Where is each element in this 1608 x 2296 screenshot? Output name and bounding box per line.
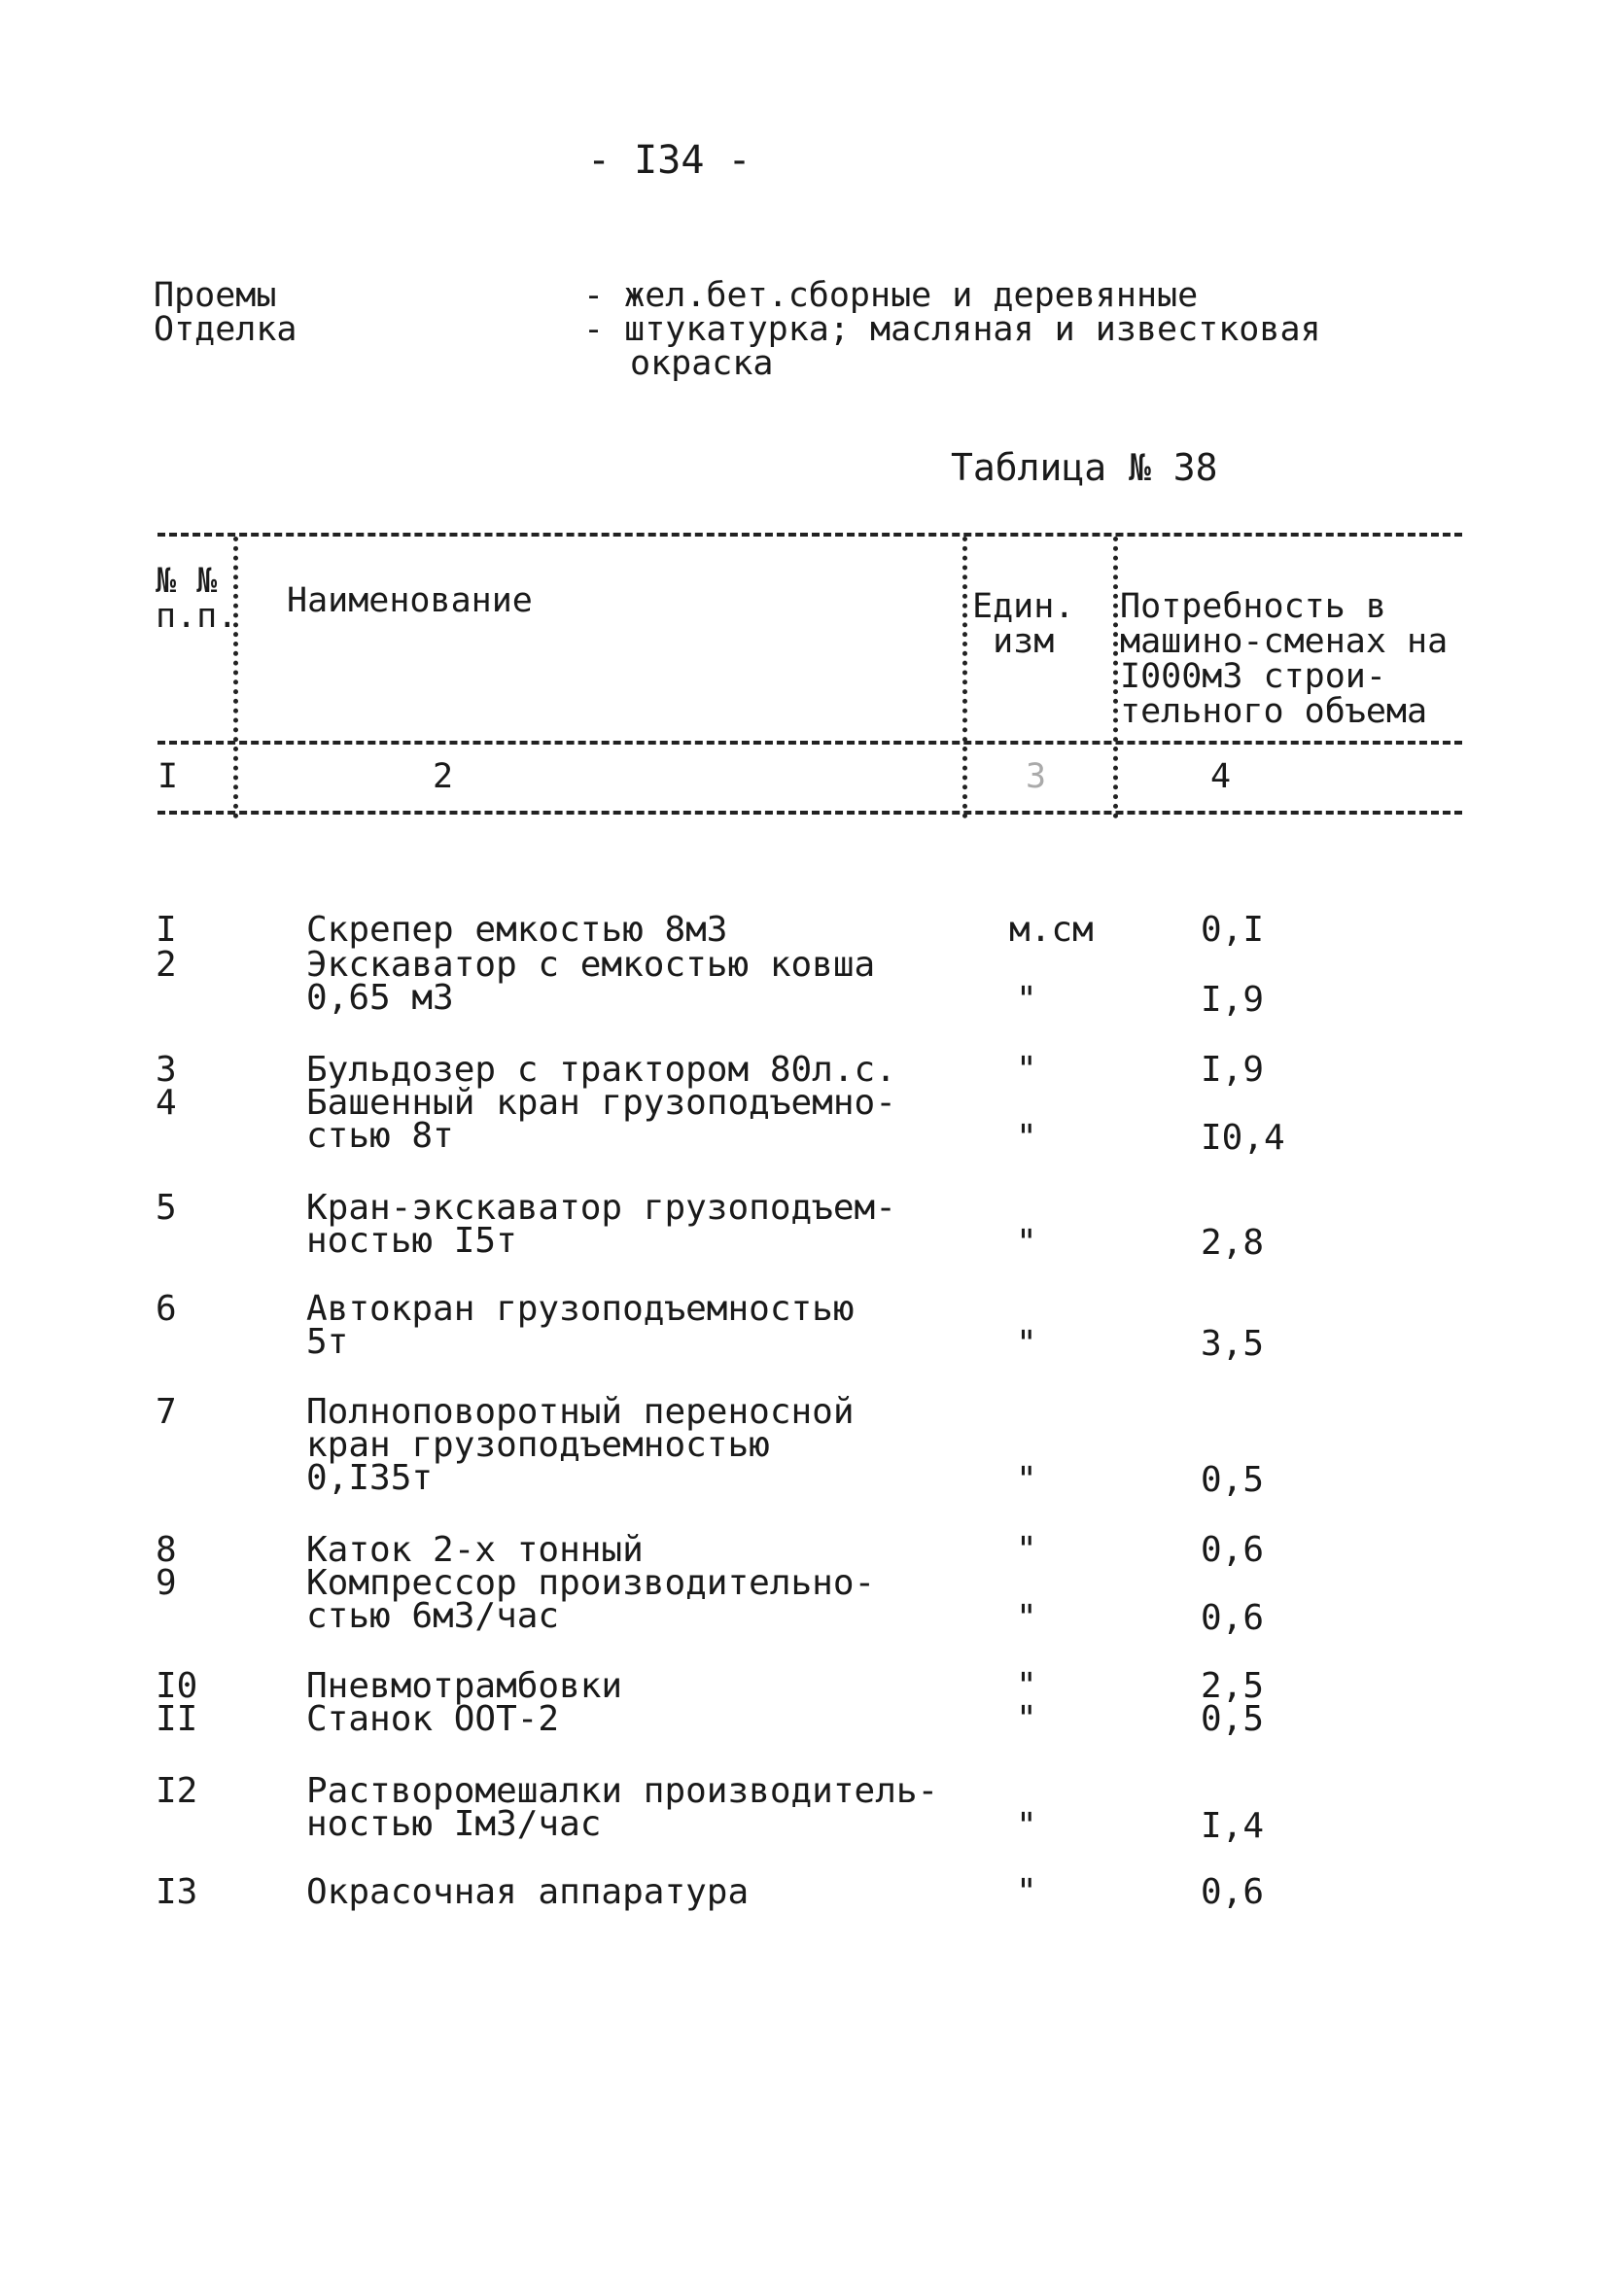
header-bottom-rule xyxy=(157,741,1462,745)
row-value: I,4 xyxy=(1201,1806,1265,1846)
row-unit: м.см xyxy=(1009,910,1094,950)
row-value: 2,8 xyxy=(1201,1223,1265,1263)
finish-value-line-1: - штукатурка; масляная и известковая xyxy=(583,310,1321,349)
header-unit: Един. изм xyxy=(972,587,1075,661)
column-separator-2 xyxy=(962,537,967,818)
row-name: Станок ООТ-2 xyxy=(306,1699,560,1739)
row-unit: " xyxy=(1016,1050,1037,1090)
row-value: 0,5 xyxy=(1201,1699,1265,1739)
row-number: 8 xyxy=(156,1530,177,1570)
row-name: Бульдозер с трактором 80л.с. xyxy=(306,1050,896,1090)
row-number: 4 xyxy=(156,1083,177,1123)
row-number: 6 xyxy=(156,1289,177,1329)
row-name: Автокран грузоподъемностью 5т xyxy=(306,1289,855,1362)
row-number: I2 xyxy=(156,1771,198,1811)
row-name: Окрасочная аппаратура xyxy=(306,1872,750,1912)
row-name: Скрепер емкостью 8м3 xyxy=(306,910,728,950)
column-number-3: 3 xyxy=(1026,757,1047,796)
finish-label: Отделка xyxy=(154,310,297,349)
column-number-2: 2 xyxy=(433,757,454,796)
row-name: Башенный кран грузоподъемно- стью 8т xyxy=(306,1083,896,1156)
row-number: I0 xyxy=(156,1666,198,1706)
row-unit: " xyxy=(1016,1460,1037,1500)
table-caption: Таблица № 38 xyxy=(951,446,1218,489)
column-number-1: I xyxy=(157,757,179,796)
row-value: 0,6 xyxy=(1201,1872,1265,1912)
row-unit: " xyxy=(1016,1598,1037,1638)
row-unit: " xyxy=(1016,1806,1037,1846)
row-value: 0,6 xyxy=(1201,1598,1265,1638)
header-demand: Потребность в машино-сменах на I000м3 строи- тельного объема xyxy=(1120,587,1449,731)
row-unit: " xyxy=(1016,1223,1037,1263)
row-number: 5 xyxy=(156,1188,177,1228)
openings-value: - жел.бет.сборные и деревянные xyxy=(583,276,1199,315)
row-number: I xyxy=(156,910,177,950)
row-name: Полноповоротный переносной кран грузоподъемностью 0,I35т xyxy=(306,1392,855,1498)
row-value: 3,5 xyxy=(1201,1324,1265,1364)
row-value: I,9 xyxy=(1201,980,1265,1020)
row-name: Каток 2-х тонный xyxy=(306,1530,644,1570)
row-value: 0,I xyxy=(1201,910,1265,950)
header-name: Наименование xyxy=(287,581,533,620)
table-top-rule xyxy=(157,533,1462,537)
row-name: Пневмотрамбовки xyxy=(306,1666,623,1706)
row-number: 3 xyxy=(156,1050,177,1090)
finish-value-line-2: окраска xyxy=(630,344,774,383)
row-value: 0,6 xyxy=(1201,1530,1265,1570)
row-unit: " xyxy=(1016,1530,1037,1570)
row-number: 7 xyxy=(156,1392,177,1432)
row-name: Кран-экскаватор грузоподъем- ностью I5т xyxy=(306,1188,896,1261)
column-separator-3 xyxy=(1113,537,1118,818)
openings-label: Проемы xyxy=(154,276,277,315)
row-unit: " xyxy=(1016,1699,1037,1739)
colnum-bottom-rule xyxy=(157,811,1462,815)
column-number-4: 4 xyxy=(1210,757,1232,796)
row-name: Экскаватор с емкостью ковша 0,65 м3 xyxy=(306,945,876,1018)
row-value: I,9 xyxy=(1201,1050,1265,1090)
row-unit: " xyxy=(1016,1324,1037,1364)
row-number: I3 xyxy=(156,1872,198,1912)
header-number: № № п.п. xyxy=(156,562,238,636)
row-name: Компрессор производительно- стью 6м3/час xyxy=(306,1563,876,1636)
page-number: - I34 - xyxy=(587,138,752,183)
row-value: 2,5 xyxy=(1201,1666,1265,1706)
row-unit: " xyxy=(1016,980,1037,1020)
row-value: 0,5 xyxy=(1201,1460,1265,1500)
row-unit: " xyxy=(1016,1666,1037,1706)
row-value: I0,4 xyxy=(1201,1118,1285,1158)
row-number: II xyxy=(156,1699,198,1739)
row-name: Растворомешалки производитель- ностью Iм3/час xyxy=(306,1771,939,1844)
row-unit: " xyxy=(1016,1872,1037,1912)
row-number: 9 xyxy=(156,1563,177,1603)
row-number: 2 xyxy=(156,945,177,985)
row-unit: " xyxy=(1016,1118,1037,1158)
